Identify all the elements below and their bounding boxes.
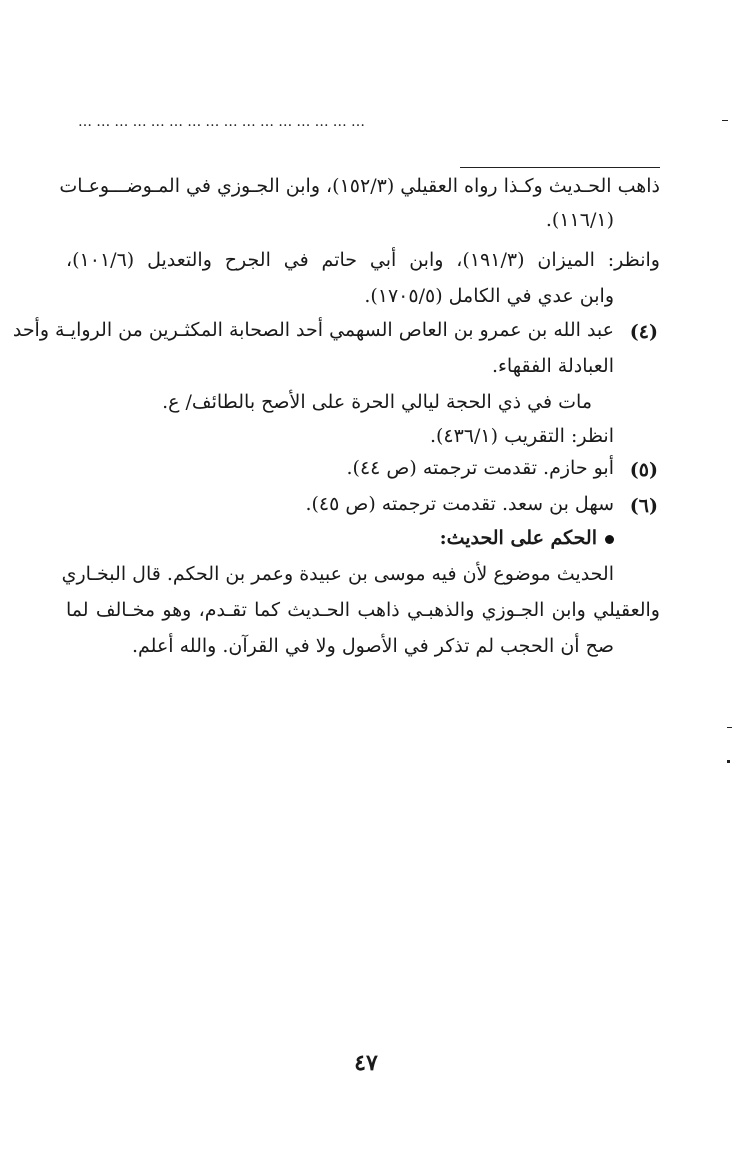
ruling-line-2: والعقيلي وابن الجـوزي والذهبـي ذاهب الحـديث كما تقـدم، وهو مخـالف لما	[66, 599, 660, 621]
ruling-heading	[440, 524, 614, 552]
margin-mark	[722, 120, 728, 121]
footnote-reference-line-2: وابن عدي في الكامل (١٧٠٥/٥).	[364, 285, 614, 307]
footnote-5-number: (٥)	[629, 459, 658, 481]
ruling-line-1: الحديث موضوع لأن فيه موسى بن عبيدة وعمر بن الحكم. قال البخـاري	[61, 563, 614, 585]
footnote-6-text: سهل بن سعد. تقدمت ترجمته (ص ٤٥).	[305, 493, 614, 515]
dotted-separator: …………………………………………	[78, 114, 370, 130]
footnote-4-line-3: مات في ذي الحجة ليالي الحرة على الأصح بالطائف/ ع.	[162, 391, 592, 413]
bullet-icon	[605, 535, 614, 544]
footnote-6-number: (٦)	[629, 495, 658, 517]
footnote-5-text: أبو حازم. تقدمت ترجمته (ص ٤٤).	[346, 457, 614, 479]
footnote-4-line-4: انظر: التقريب (٤٣٦/١).	[429, 425, 614, 447]
ruling-heading-text: الحكم على الحديث:	[439, 527, 597, 549]
page-number: ٤٧	[354, 1050, 378, 1076]
footnote-reference-line-1: وانظر: الميزان (١٩١/٣)، وابن أبي حاتم في الجرح والتعديل (١٠١/٦)،	[66, 249, 660, 271]
footnote-continued-line-2: (١١٦/١).	[545, 209, 614, 231]
footnote-4-number: (٤)	[629, 321, 658, 343]
footnote-continued-line-1: ذاهب الحـديث وكـذا رواه العقيلي (١٥٢/٣)، وابن الجـوزي في المـوضـــوعـات	[59, 175, 660, 197]
ruling-line-3: صح أن الحجب لم تذكر في الأصول ولا في القرآن. والله أعلم.	[131, 635, 614, 657]
footnote-rule	[460, 167, 660, 168]
footnote-4-line-2: العبادلة الفقهاء.	[491, 355, 614, 377]
margin-mark	[727, 760, 730, 763]
margin-mark	[727, 727, 732, 728]
footnote-4-line-1: عبد الله بن عمرو بن العاص السهمي أحد الصحابة المكثـرين من الروايـة وأحد	[12, 319, 614, 341]
